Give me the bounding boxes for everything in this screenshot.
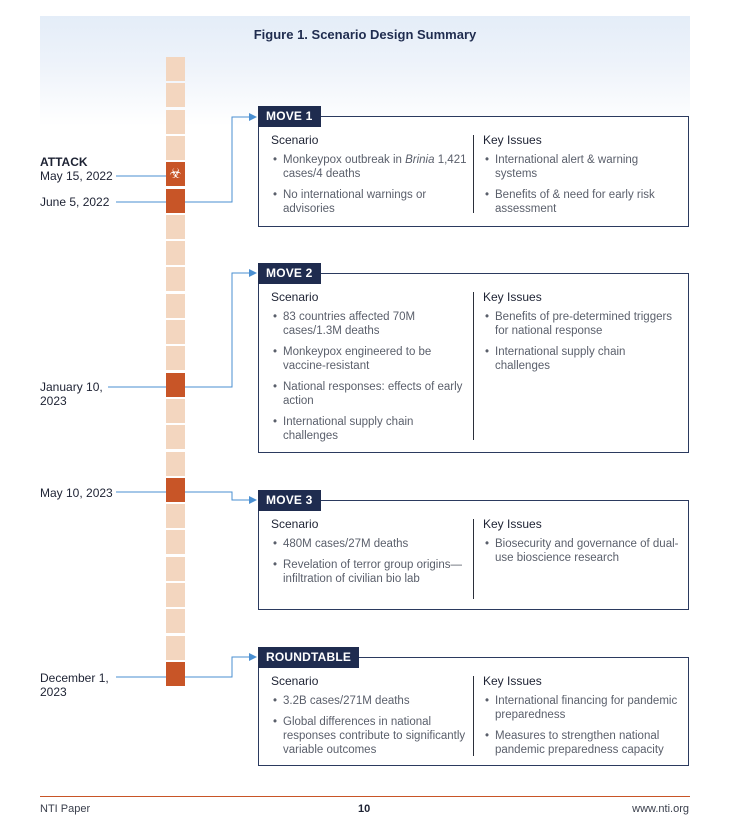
- list-item: • Monkeypox engineered to be vaccine-resistant: [271, 345, 471, 373]
- column-divider: [473, 292, 474, 440]
- figure-title: Figure 1. Scenario Design Summary: [253, 27, 477, 42]
- roundtable-scenario-heading: Scenario: [271, 674, 319, 688]
- move2-date-line2: 2023: [40, 394, 67, 408]
- move1-date: June 5, 2022: [40, 195, 110, 209]
- footer-publication: NTI Paper: [40, 803, 91, 815]
- move3-issues: [483, 517, 683, 572]
- roundtable-date-line2: 2023: [40, 685, 67, 699]
- move1-scenario: [271, 133, 471, 223]
- biohazard-icon: ☣: [166, 162, 185, 186]
- move2-tag: MOVE 2: [258, 263, 321, 284]
- roundtable-connector: [185, 657, 256, 677]
- move3-issues-list: [483, 537, 683, 565]
- column-divider: [473, 676, 474, 756]
- move3-connector: [185, 492, 256, 500]
- move2-scenario-heading: Scenario: [271, 290, 319, 304]
- attack-label: ATTACK: [40, 155, 88, 169]
- roundtable-date-line1: December 1,: [40, 671, 109, 685]
- list-item: • International financing for pandemic preparedness: [483, 694, 683, 722]
- move3-scenario-heading: Scenario: [271, 517, 319, 531]
- move1-connector: [185, 117, 256, 202]
- list-item: • 480M cases/27M deaths: [271, 537, 471, 551]
- list-item: • Monkeypox outbreak in Brinia 1,421 cases/4 deaths: [271, 153, 471, 181]
- move1-scenario-heading: Scenario: [271, 133, 319, 147]
- move1-issues: [483, 133, 683, 223]
- list-item: • International alert & warning systems: [483, 153, 683, 181]
- move1-scenario-list: [271, 153, 471, 216]
- column-divider: [473, 135, 474, 213]
- attack-date: May 15, 2022: [40, 169, 113, 183]
- move3-date: May 10, 2023: [40, 486, 113, 500]
- move1-tag: MOVE 1: [258, 106, 321, 127]
- move2-box: [258, 273, 689, 453]
- page-number: 10: [358, 803, 371, 815]
- list-item: • 3.2B cases/271M deaths: [271, 694, 471, 708]
- move1-issues-heading: Key Issues: [483, 133, 542, 147]
- list-item: • 83 countries affected 70M cases/1.3M deaths: [271, 310, 471, 338]
- move2-issues-heading: Key Issues: [483, 290, 542, 304]
- list-item: • National responses: effects of early action: [271, 380, 471, 408]
- list-item: • No international warnings or advisories: [271, 188, 471, 216]
- list-item: • Benefits of & need for early risk assessment: [483, 188, 683, 216]
- move2-connector: [185, 273, 256, 387]
- list-item: • International supply chain challenges: [483, 345, 683, 373]
- move3-tag: MOVE 3: [258, 490, 321, 511]
- move3-scenario-list: [271, 537, 471, 586]
- move3-issues-heading: Key Issues: [483, 517, 542, 531]
- move3-scenario: [271, 517, 471, 593]
- list-item: • Benefits of pre-determined triggers for national response: [483, 310, 683, 338]
- column-divider: [473, 519, 474, 599]
- move1-box: [258, 116, 689, 227]
- footer-website: www.nti.org: [632, 803, 689, 815]
- roundtable-box: [258, 657, 689, 766]
- move1-issues-list: [483, 153, 683, 216]
- roundtable-tag: ROUNDTABLE: [258, 647, 359, 668]
- move2-issues: [483, 290, 683, 380]
- list-item: • Measures to strengthen national pandemic preparedness capacity: [483, 729, 683, 757]
- roundtable-issues-list: [483, 694, 683, 757]
- move2-date-line1: January 10,: [40, 380, 103, 394]
- list-item: • International supply chain challenges: [271, 415, 471, 443]
- roundtable-issues-heading: Key Issues: [483, 674, 542, 688]
- roundtable-scenario: [271, 674, 471, 764]
- move2-scenario: [271, 290, 471, 450]
- move2-scenario-list: [271, 310, 471, 443]
- move2-issues-list: [483, 310, 683, 373]
- move3-box: [258, 500, 689, 610]
- footer-rule: [40, 796, 690, 797]
- list-item: • Biosecurity and governance of dual-use bioscience research: [483, 537, 683, 565]
- list-item: • Revelation of terror group origins—infiltration of civilian bio lab: [271, 558, 471, 586]
- roundtable-issues: [483, 674, 683, 764]
- roundtable-scenario-list: [271, 694, 471, 757]
- list-item: • Global differences in national responses contribute to significantly variable outcomes: [271, 715, 471, 757]
